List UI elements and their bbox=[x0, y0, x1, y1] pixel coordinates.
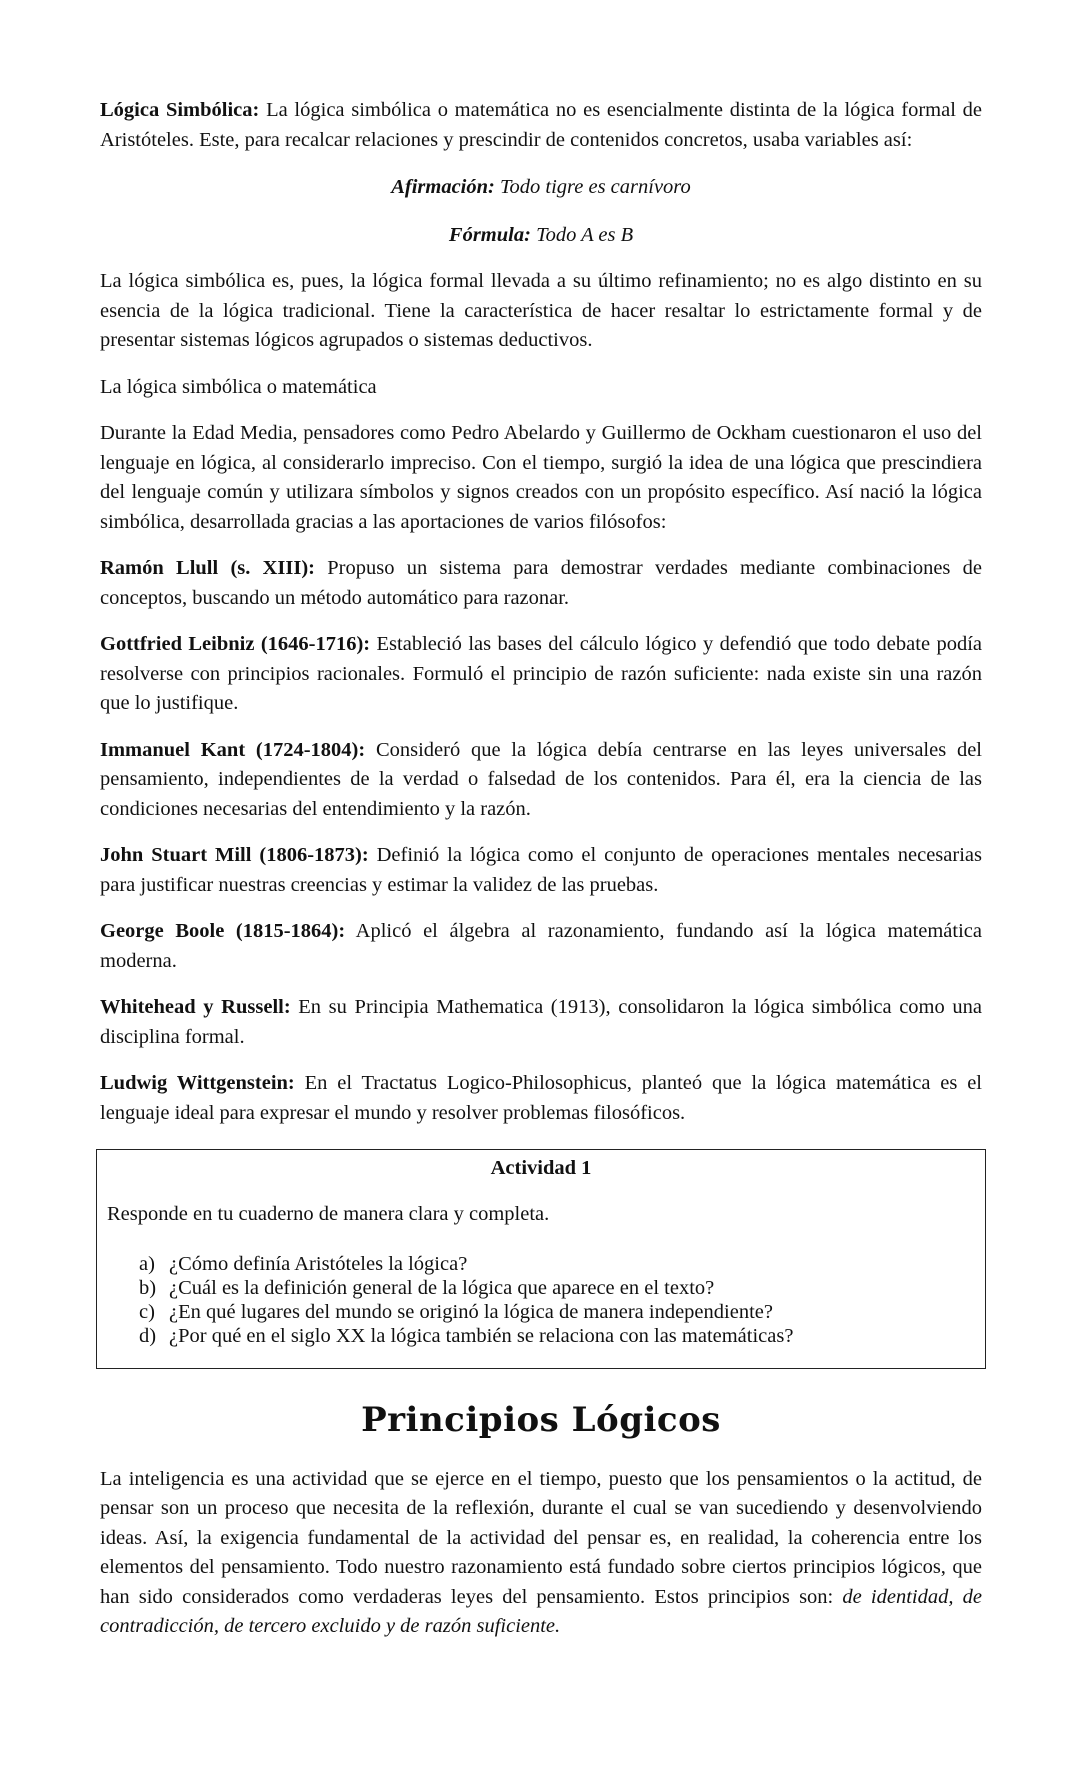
principles-body: La inteligencia es una actividad que se ejerce en el tiempo, puesto que los pensamientos o la actitud, de pensar son un proceso que necesita de la reflexión, durante el cual se van sucediendo y desenvolviendo ideas. Así, la exigencia fundamental de la actividad del pensar es, en realidad, la coherencia entre los elementos del pensamiento. Todo nuestro razonamiento está fundado sobre ciertos principios lógicos, que han sido considerados como verdaderas leyes del pensamiento. Estos principios son: bbox=[100, 1467, 982, 1608]
question-item bbox=[139, 1300, 975, 1324]
activity-box bbox=[96, 1149, 986, 1369]
philosopher-name: Immanuel Kant (1724-1804): bbox=[100, 738, 366, 761]
philosopher-text: En su Principia Mathematica (1913), consolidaron la lógica simbólica como una disciplina formal. bbox=[100, 996, 982, 1048]
paragraph-subtitle: La lógica simbólica o matemática bbox=[100, 375, 377, 398]
philosopher-text: Propuso un sistema para demostrar verdades mediante combinaciones de conceptos, buscando un método automático para razonar. bbox=[100, 557, 982, 609]
activity-instruction: Responde en tu cuaderno de manera clara y completa. bbox=[107, 1203, 550, 1225]
question-text: ¿En qué lugares del mundo se originó la lógica de manera independiente? bbox=[169, 1300, 773, 1323]
philosopher-entry bbox=[100, 993, 982, 1052]
activity-questions bbox=[107, 1252, 975, 1348]
question-item bbox=[139, 1276, 975, 1300]
formula-example bbox=[100, 221, 982, 251]
section-heading: Principios Lógicos bbox=[361, 1399, 721, 1440]
philosopher-name: Ramón Llull (s. XIII): bbox=[100, 557, 316, 579]
principles-list: de identidad, de contradicción, de tercero excluido y de razón suficiente. bbox=[100, 1585, 982, 1637]
question-text: ¿Por qué en el siglo XX la lógica también se relaciona con las matemáticas? bbox=[169, 1324, 794, 1347]
principles-paragraph bbox=[100, 1465, 982, 1642]
question-letter: b) bbox=[139, 1276, 157, 1299]
philosopher-name: John Stuart Mill (1806-1873): bbox=[100, 844, 369, 866]
philosopher-text: En el Tractatus Logico-Philosophicus, planteó que la lógica matemática es el lenguaje ideal para expresar el mundo y resolver problemas filosóficos. bbox=[100, 1072, 982, 1124]
question-letter: d) bbox=[139, 1324, 157, 1347]
paragraph-refinement: La lógica simbólica es, pues, la lógica formal llevada a su último refinamiento; no es algo distinto en su esencia de la lógica tradicional. Tiene la característica de hacer resaltar lo estrictamente formal y de presentar sistemas lógicos agrupados o sistemas deductivos. bbox=[100, 270, 982, 351]
formula-text: Todo A es B bbox=[530, 223, 634, 246]
question-text: ¿Cómo definía Aristóteles la lógica? bbox=[169, 1252, 468, 1275]
philosopher-entry bbox=[100, 736, 982, 825]
philosopher-entry bbox=[100, 554, 982, 613]
philosopher-entry bbox=[100, 1069, 982, 1128]
intro-text: La lógica simbólica o matemática no es esencialmente distinta de la lógica formal de Aristóteles. Este, para recalcar relaciones y prescindir de contenidos concretos, usaba variables así: bbox=[100, 99, 982, 151]
philosopher-text: Estableció las bases del cálculo lógico y defendió que todo debate podía resolverse con principios racionales. Formuló el principio de razón suficiente: nada existe sin una razón que lo justifique. bbox=[100, 633, 982, 714]
affirmation-example bbox=[100, 173, 982, 203]
question-letter: c) bbox=[139, 1300, 155, 1323]
philosopher-name: George Boole (1815-1864): bbox=[100, 920, 346, 942]
question-letter: a) bbox=[139, 1252, 155, 1275]
philosopher-entry bbox=[100, 841, 982, 900]
affirmation-label: Afirmación: bbox=[391, 176, 495, 198]
formula-label: Fórmula: bbox=[448, 223, 531, 246]
philosopher-name: Gottfried Leibniz (1646-1716): bbox=[100, 633, 371, 655]
document-page bbox=[100, 96, 982, 1642]
intro-label: Lógica Simbólica: bbox=[100, 99, 260, 121]
philosopher-name: Ludwig Wittgenstein: bbox=[100, 1072, 295, 1094]
philosopher-entry bbox=[100, 630, 982, 719]
affirmation-text: Todo tigre es carnívoro bbox=[494, 176, 691, 198]
philosopher-name: Whitehead y Russell: bbox=[100, 996, 291, 1018]
philosopher-text: Aplicó el álgebra al razonamiento, fundando así la lógica matemática moderna. bbox=[100, 920, 982, 972]
symbolic-logic-intro bbox=[100, 96, 982, 155]
philosopher-text: Definió la lógica como el conjunto de operaciones mentales necesarias para justificar nuestras creencias y estimar la validez de las pruebas. bbox=[100, 844, 982, 896]
question-item bbox=[139, 1252, 975, 1276]
philosopher-text: Consideró que la lógica debía centrarse en las leyes universales del pensamiento, independientes de la verdad o falsedad de los contenidos. Para él, era la ciencia de las condiciones necesarias del entendimiento y la razón. bbox=[100, 738, 982, 820]
philosopher-entry bbox=[100, 917, 982, 976]
question-item bbox=[139, 1324, 975, 1348]
question-text: ¿Cuál es la definición general de la lógica que aparece en el texto? bbox=[169, 1276, 715, 1299]
activity-title: Actividad 1 bbox=[490, 1157, 592, 1179]
paragraph-middle-ages: Durante la Edad Media, pensadores como Pedro Abelardo y Guillermo de Ockham cuestionaron el uso del lenguaje en lógica, al considerarlo impreciso. Con el tiempo, surgió la idea de una lógica que prescindiera del lenguaje común y utilizara símbolos y signos creados con un propósito específico. Así nació la lógica simbólica, desarrollada gracias a las aportaciones de varios filósofos: bbox=[100, 422, 982, 533]
